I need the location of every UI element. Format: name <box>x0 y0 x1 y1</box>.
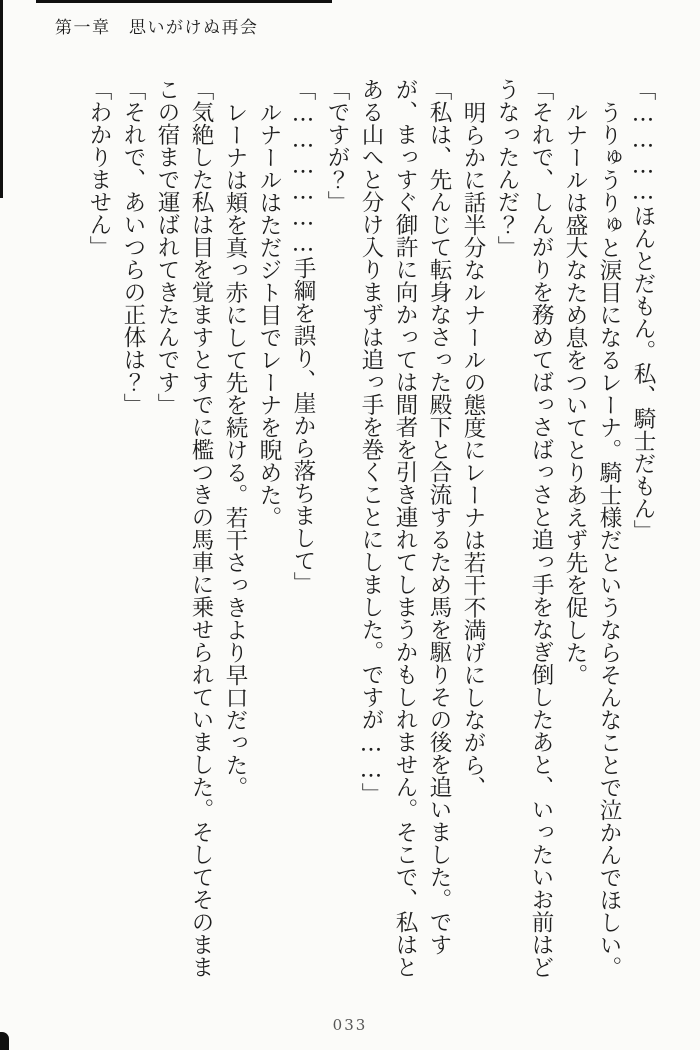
text-line: 「私は、先んじて転身なさった殿下と合流するため馬を駆りその後を追いました。ですが、まっすぐ御許に向かっては間者を引き連れてしまうかもしれません。そこで、私はとある山へと分け入りまずは追っ手を巻くことにしました。ですが……」 <box>358 78 452 978</box>
scan-edge-corner <box>0 1032 9 1050</box>
scan-edge-top <box>36 0 332 3</box>
text-line: 「それで、しんがりを務めてばっさばっさと追っ手をなぎ倒したあと、いったいお前はどうなったんだ？」 <box>494 78 554 978</box>
text-line: 明らかに話半分なルナールの態度にレーナは若干不満げにしながら、 <box>460 100 486 798</box>
text-line: ルナールは盛大なため息をついてとりあえず先を促した。 <box>562 100 588 686</box>
chapter-header: 第一章 思いがけぬ再会 <box>55 18 259 38</box>
text-line: 「ですが？」 <box>324 78 350 213</box>
text-line: 「気絶した私は目を覚ますとすでに檻つきの馬車に乗せられていました。そしてそのままこの宿まで運ばれてきたんです」 <box>154 78 214 978</box>
text-line: 「わかりません」 <box>86 78 112 258</box>
text-line: ルナールはただジト目でレーナを睨めた。 <box>256 100 282 528</box>
text-line: 「それで、あいつらの正体は？」 <box>120 78 146 416</box>
text-line: うりゅうりゅと涙目になるレーナ。騎士様だというならそんなことで泣かんでほしい。 <box>596 100 622 978</box>
vertical-text-block <box>68 78 660 986</box>
page-number: 033 <box>332 1016 368 1034</box>
text-line: 「…………ほんとだもん。私、騎士だもん」 <box>630 78 656 542</box>
text-line: レーナは頬を真っ赤にして先を続ける。若干さっきより早口だった。 <box>222 100 248 798</box>
text-line: 「………………手綱を誤り、崖から落ちまして」 <box>290 78 316 594</box>
scan-edge-left <box>0 0 3 198</box>
